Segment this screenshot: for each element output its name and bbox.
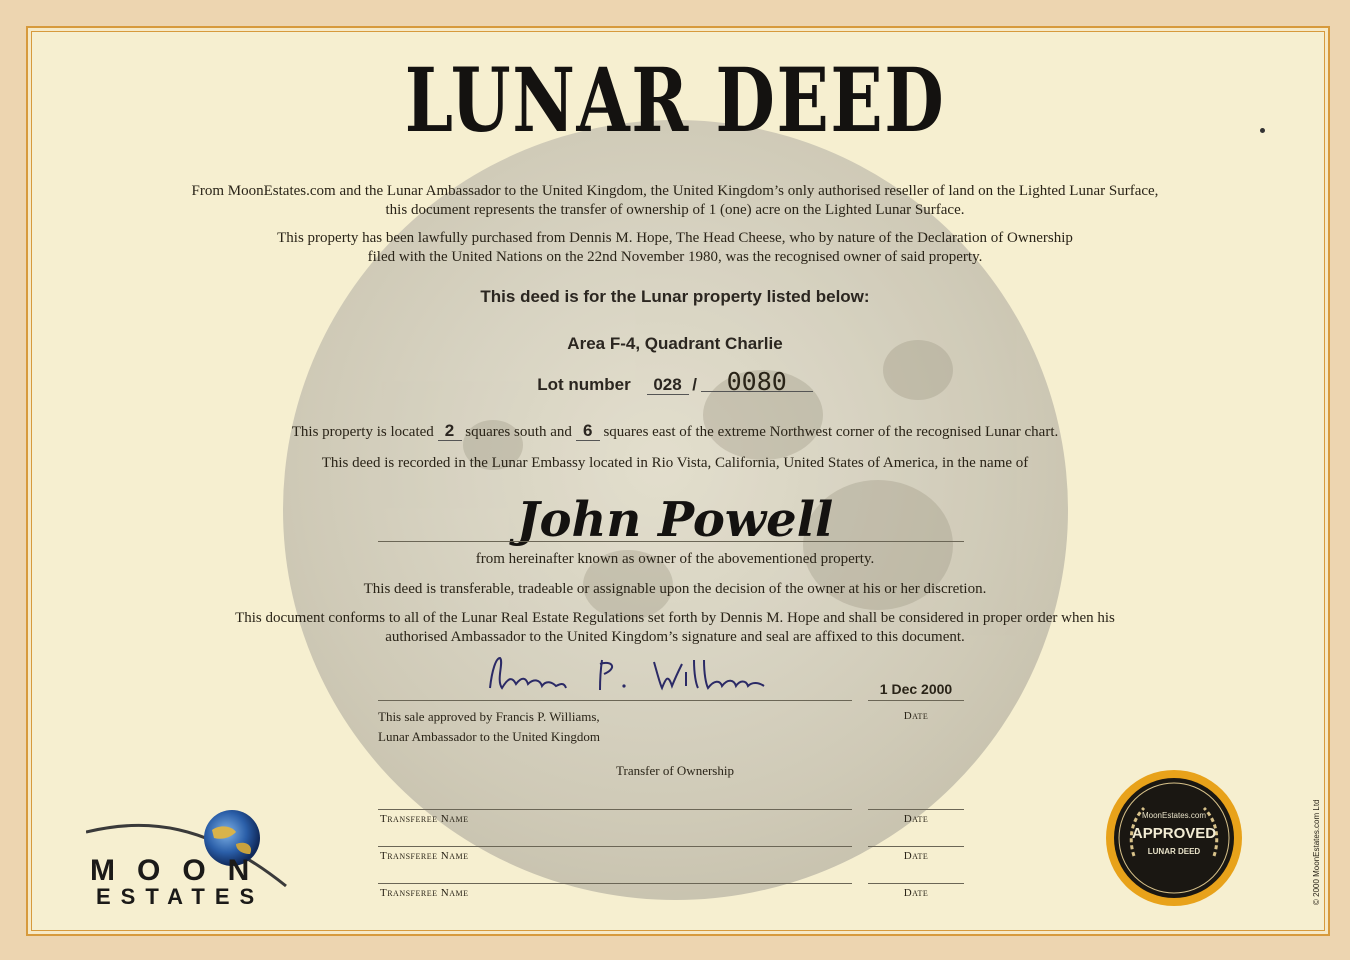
logo-word-moon: MOON — [90, 854, 272, 887]
lot-label: Lot number — [537, 375, 631, 394]
owner-name: John Powell — [516, 492, 834, 548]
location-middle: squares south and — [465, 424, 572, 440]
transferee-date-line-3 — [868, 883, 964, 884]
transferee-line-2 — [378, 846, 852, 847]
moon-estates-logo — [86, 810, 316, 910]
transferable-text: This deed is transferable, tradeable or assignable upon the decision of the owner at his or her discretion. — [363, 581, 987, 597]
area-text: Area F-4, Quadrant Charlie — [567, 334, 783, 353]
intro-text-line2: this document represents the transfer of ownership of 1 (one) acre on the Lighted Lunar Surface. — [385, 202, 965, 218]
lot-separator: / — [692, 375, 697, 394]
sale-date-line — [868, 700, 964, 701]
transferee-name-label: Transferee Name — [380, 887, 469, 899]
deed-title: LUNAR DEED — [404, 48, 946, 152]
location-before: This property is located — [291, 424, 434, 440]
sale-date-value: 1 Dec 2000 — [879, 681, 953, 697]
lot-number-value: 0080 — [701, 372, 813, 392]
squares-south-value: 2 — [438, 421, 462, 441]
transferee-date-line-1 — [868, 809, 964, 810]
recorded-text: This deed is recorded in the Lunar Embassy located in Rio Vista, California, United States of America, in the name of — [321, 455, 1029, 471]
purchase-text-line2: filed with the United Nations on the 22nd November 1980, was the recognised owner of said property. — [367, 249, 983, 265]
transferee-date-line-2 — [868, 846, 964, 847]
intro-text-line1: From MoonEstates.com and the Lunar Ambassador to the United Kingdom, the United Kingdom’s only authorised reseller of land on the Lighted Lunar Surface, — [191, 183, 1159, 199]
seal-approved-text: APPROVED — [1131, 825, 1217, 842]
conforms-text-line2: authorised Ambassador to the United Kingdom’s signature and seal are affixed to this document. — [385, 629, 965, 645]
lot-prefix-value: 028 — [647, 375, 689, 395]
transferee-date-label: Date — [903, 813, 929, 825]
approved-line2: Lunar Ambassador to the United Kingdom — [378, 729, 601, 744]
transfer-heading: Transfer of Ownership — [616, 763, 734, 778]
location-text — [0, 421, 1350, 442]
location-after: squares east of the extreme Northwest corner of the recognised Lunar chart. — [603, 424, 1059, 440]
seal-deed-text: LUNAR DEED — [1147, 847, 1201, 856]
seal-site-text: MoonEstates.com — [1141, 811, 1207, 820]
purchase-text-line1: This property has been lawfully purchased from Dennis M. Hope, The Head Cheese, who by nature of the Declaration of Ownership — [277, 230, 1073, 246]
transferee-line-3 — [378, 883, 852, 884]
transferee-name-label: Transferee Name — [380, 850, 469, 862]
transferee-line-1 — [378, 809, 852, 810]
transferee-date-label: Date — [903, 887, 929, 899]
copyright-text: © 2000 MoonEstates.com Ltd — [1312, 799, 1321, 905]
sale-date-label: Date — [903, 710, 929, 722]
owner-caption: from hereinafter known as owner of the abovementioned property. — [475, 551, 875, 567]
lot-number-row — [0, 367, 1350, 396]
deed-for-heading: This deed is for the Lunar property listed below: — [480, 287, 870, 306]
transferee-name-label: Transferee Name — [380, 813, 469, 825]
approved-lunar-deed-seal — [1104, 768, 1244, 908]
signature-line — [378, 700, 852, 701]
logo-word-estates: ESTATES — [96, 884, 265, 909]
conforms-text-line1: This document conforms to all of the Lunar Real Estate Regulations set forth by Dennis M. Hope and shall be considered in proper order when his — [235, 610, 1115, 626]
transferee-date-label: Date — [903, 850, 929, 862]
ambassador-signature — [482, 650, 782, 698]
approved-line1: This sale approved by Francis P. Williams, — [378, 709, 600, 724]
owner-name-line — [378, 541, 964, 542]
squares-east-value: 6 — [576, 421, 600, 441]
ink-dot — [1260, 128, 1265, 133]
